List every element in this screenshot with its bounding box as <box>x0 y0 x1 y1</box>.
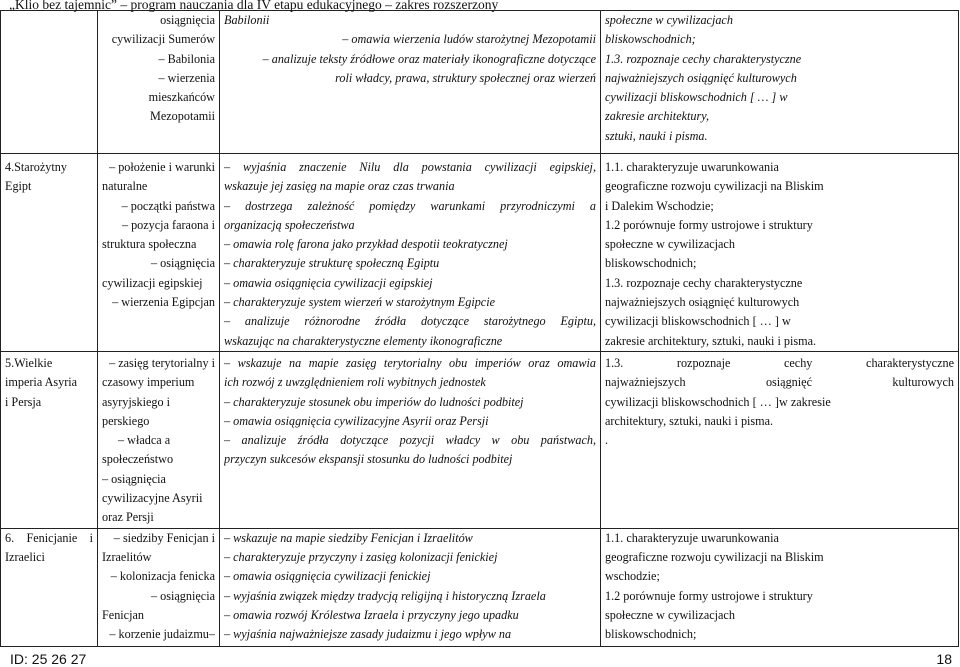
content-line: – osiągnięcia <box>151 256 215 271</box>
requirements-cell <box>601 528 959 646</box>
requirement-line: 1.3. rozpoznaje cechy charakterystyczne <box>605 275 803 290</box>
topic-line: Egipt <box>5 179 32 194</box>
task-line: – charakteryzuje system wierzeń w starożytnym Egipcie <box>224 295 496 310</box>
task-line: – analizuje źródła dotyczące pozycji władcy w obu państwach, <box>224 433 596 448</box>
requirement-line: cywilizacji bliskowschodnich [ … ] w <box>605 314 791 329</box>
content-line: – korzenie judaizmu– <box>109 627 215 642</box>
requirement-line: zakresie architektury, <box>605 109 710 124</box>
requirement-line: bliskowschodnich; <box>605 627 697 642</box>
requirement-line: 1.3. rozpoznaje cechy charakterystyczne <box>605 51 802 66</box>
task-line: – analizuje różnorodne źródła dotyczące starożytnego Egiptu, <box>224 314 596 329</box>
task-line: – wskazuje na mapie siedziby Fenicjan i Izraelitów <box>224 530 473 545</box>
requirement-line: i Dalekim Wschodzie; <box>605 198 714 213</box>
content-line: Mezopotamii <box>150 109 215 124</box>
task-line: – omawia wierzenia ludów starożytnej Mezopotamii <box>342 32 596 47</box>
content-line: – położenie i warunki <box>109 160 215 174</box>
requirement-line: wschodzie; <box>605 569 660 584</box>
requirement-line: . <box>605 433 609 448</box>
table-row <box>1 528 959 646</box>
task-line: – omawia rolę farona jako przykład despotii teokratycznej <box>224 237 508 252</box>
tasks-cell <box>220 154 601 352</box>
document-id: ID: 25 26 27 <box>10 651 87 667</box>
curriculum-table <box>0 10 959 647</box>
requirement-line: społeczne w cywilizacjach <box>605 607 735 622</box>
content-line: mieszkańców <box>148 90 215 105</box>
content-line: – kolonizacja fenicka <box>110 569 215 584</box>
task-line: – wskazuje na mapie zasięg terytorialny obu imperiów oraz omawia <box>224 356 596 370</box>
content-cell <box>98 528 220 646</box>
requirement-line: geograficzne rozwoju cywilizacji na Bliskim <box>605 549 824 564</box>
task-line: – wyjaśnia znaczenie Nilu dla powstania cywilizacji egipskiej, <box>224 160 596 174</box>
task-line: – charakteryzuje strukturę społeczną Egiptu <box>224 256 440 271</box>
requirement-line: najważniejszych osiągnięć kulturowych <box>605 375 954 390</box>
content-line: – zasięg terytorialny i <box>109 356 215 370</box>
requirement-line: bliskowschodnich; <box>605 256 697 271</box>
requirements-cell <box>601 154 959 352</box>
topic-cell <box>1 528 98 646</box>
content-line: – osiągnięcia <box>151 588 215 603</box>
topic-cell <box>1 154 98 352</box>
content-line: społeczeństwo <box>102 452 174 467</box>
page-number: 18 <box>936 651 952 667</box>
content-line: Fenicjan <box>102 607 144 622</box>
requirement-line: społeczne w cywilizacjach <box>605 13 733 27</box>
content-line: Izraelitów <box>102 549 152 564</box>
content-cell <box>98 352 220 529</box>
task-line: – omawia osiągnięcia cywilizacyjne Asyrii oraz Persji <box>224 413 489 428</box>
content-cell <box>98 154 220 352</box>
task-line: wskazuje jej zasięg na mapie oraz czas trwania <box>224 179 455 194</box>
task-line: wskazując na charakterystyczne elementy ikonograficzne <box>224 333 503 348</box>
content-line: czasowy imperium <box>102 375 195 390</box>
topic-line: 4.Starożytny <box>5 160 67 174</box>
content-line: – wierzenia Egipcjan <box>112 295 215 310</box>
topic-cell <box>1 352 98 529</box>
requirement-line: architektury, sztuki, nauki i pisma. <box>605 413 774 428</box>
task-line: przyczyn sukcesów ekspansji stosunku do ludności podbitej <box>224 452 513 467</box>
content-line: osiągnięcia <box>160 13 215 27</box>
topic-line: 5.Wielkie <box>5 356 53 370</box>
content-line: cywilizacji Sumerów <box>111 32 215 47</box>
requirements-cell <box>601 352 959 529</box>
task-line: – omawia osiągnięcia cywilizacji fenickiej <box>224 569 431 584</box>
tasks-cell <box>220 11 601 154</box>
content-line: perskiego <box>102 413 150 428</box>
task-line: Babilonii <box>224 13 270 27</box>
content-line: struktura społeczna <box>102 237 197 252</box>
table-row <box>1 154 959 352</box>
requirement-line: 1.1. charakteryzuje uwarunkowania <box>605 160 779 174</box>
requirement-line: najważniejszych osiągnięć kulturowych <box>605 295 800 310</box>
content-line: – wierzenia <box>158 70 215 85</box>
requirement-line: bliskowschodnich; <box>605 32 696 47</box>
task-line: – charakteryzuje przyczyny i zasięg kolonizacji fenickiej <box>224 549 498 564</box>
tasks-cell <box>220 352 601 529</box>
topic-line: imperia Asyria <box>5 375 78 390</box>
content-cell <box>98 11 220 154</box>
content-line: naturalne <box>102 179 148 194</box>
requirement-line: 1.3. rozpoznaje cechy charakterystyczne <box>605 356 954 370</box>
task-line: – analizuje teksty źródłowe oraz materiały ikonograficzne dotyczące <box>262 51 596 66</box>
content-line: – władca a <box>118 433 171 448</box>
table-row <box>1 352 959 529</box>
task-line: – charakteryzuje stosunek obu imperiów do ludności podbitej <box>224 394 524 409</box>
topic-cell <box>1 11 98 154</box>
content-line: – osiągnięcia <box>102 471 166 486</box>
task-line: – wyjaśnia związek między tradycją religijną i historyczną Izraela <box>224 588 546 603</box>
content-line: – Babilonia <box>158 51 215 66</box>
document-header: „Klio bez tajemnic” – program nauczania dla IV etapu edukacyjnego – zakres rozszerzony <box>9 0 499 12</box>
content-line: – pozycja faraona i <box>121 217 215 232</box>
content-line: – początki państwa <box>121 198 215 213</box>
requirement-line: 1.1. charakteryzuje uwarunkowania <box>605 530 779 545</box>
task-line: ich rozwój z uwzględnieniem roli wybitnych jednostek <box>224 375 486 390</box>
tasks-cell <box>220 528 601 646</box>
requirement-line: najważniejszych osiągnięć kulturowych <box>605 70 797 85</box>
content-line: asyryjskiego i <box>102 394 171 409</box>
content-line: cywilizacyjne Asyrii <box>102 491 203 506</box>
task-line: – wyjaśnia najważniejsze zasady judaizmu i jego wpływ na <box>224 627 512 642</box>
topic-line: Izraelici <box>5 549 45 564</box>
requirement-line: 1.2 porównuje formy ustrojowe i struktury <box>605 217 813 232</box>
requirement-line: geograficzne rozwoju cywilizacji na Bliskim <box>605 179 824 194</box>
requirement-line: cywilizacji bliskowschodnich [ … ] w <box>605 90 788 105</box>
content-line: – siedziby Fenicjan i <box>113 530 215 545</box>
task-line: – dostrzega zależność pomiędzy warunkami przyrodniczymi a <box>224 198 596 213</box>
content-line: cywilizacji egipskiej <box>102 275 203 290</box>
task-line: organizacją społeczeństwa <box>224 217 355 232</box>
requirement-line: zakresie architektury, sztuki, nauki i pisma. <box>605 333 817 348</box>
task-line: – omawia rozwój Królestwa Izraela i przyczyny jego upadku <box>224 607 519 622</box>
topic-line: 6. Fenicjanie i <box>5 530 93 545</box>
content-line: oraz Persji <box>102 510 154 525</box>
requirement-line: sztuki, nauki i pisma. <box>605 128 708 143</box>
requirement-line: społeczne w cywilizacjach <box>605 237 735 252</box>
table-row <box>1 11 959 154</box>
requirement-line: 1.2 porównuje formy ustrojowe i struktury <box>605 588 813 603</box>
task-line: – omawia osiągnięcia cywilizacji egipskiej <box>224 275 433 290</box>
requirement-line: cywilizacji bliskowschodnich [ … ]w zakresie <box>605 394 831 409</box>
topic-line: i Persja <box>5 394 42 409</box>
requirements-cell <box>601 11 959 154</box>
task-line: roli władcy, prawa, struktury społecznej oraz wierzeń <box>335 70 596 85</box>
